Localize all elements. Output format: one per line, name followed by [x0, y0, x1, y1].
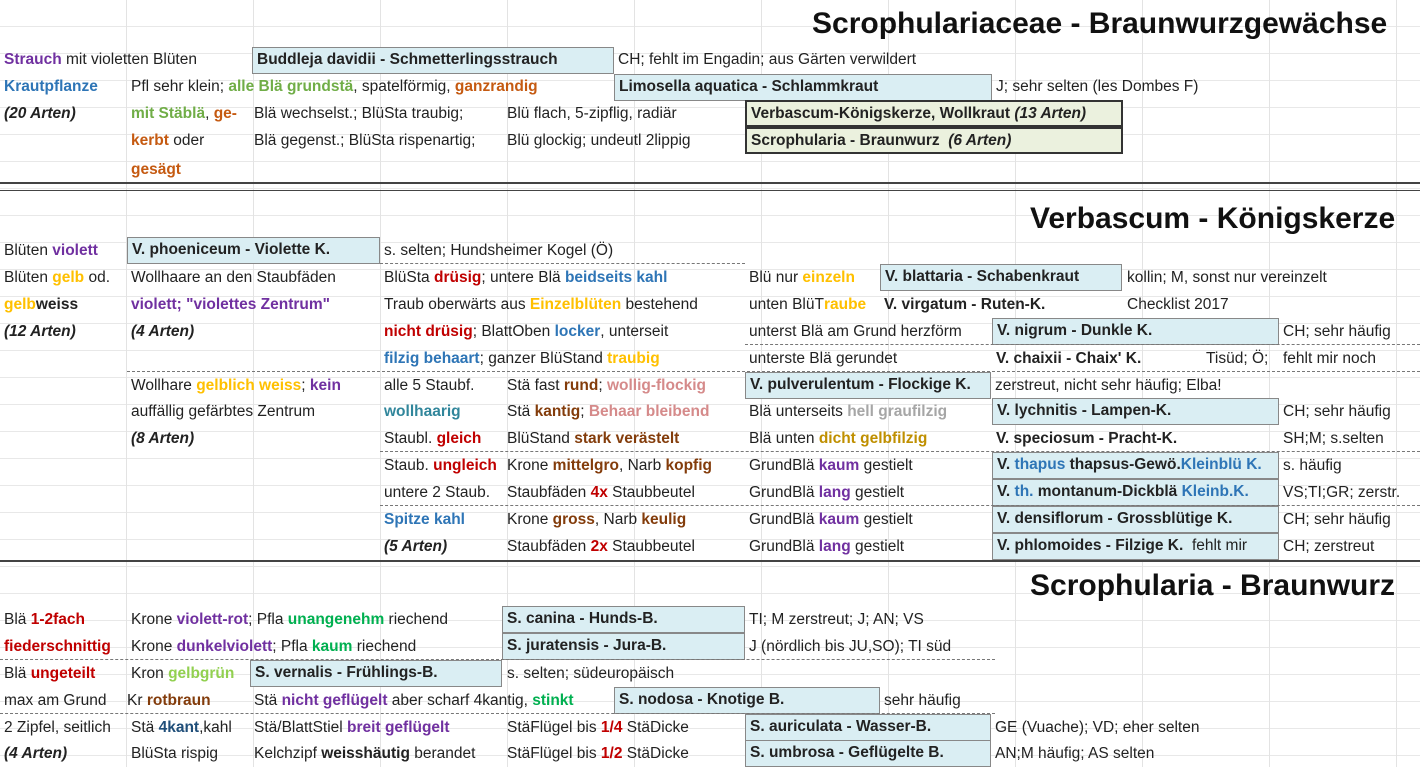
s-r2-a: fiederschnittig [4, 638, 111, 655]
separator-1 [0, 182, 1420, 184]
v-r4-c: nicht drüsig; BlattOben locker, unterseit [384, 323, 669, 340]
v-r10-note: VS;TI;GR; zerstr. [1283, 484, 1401, 501]
s-r1-note: TI; M zerstreut; J; AN; VS [749, 611, 924, 628]
v-r1-note: s. selten; Hundsheimer Kogel (Ö) [384, 242, 614, 259]
scrophularia-heading: Scrophularia - Braunwurz [1030, 569, 1396, 602]
v-r12-a: (5 Arten) [384, 538, 448, 555]
v-r10-a: untere 2 Staub. [384, 484, 490, 501]
nigrum-box: V. nigrum - Dunkle K. [992, 318, 1279, 345]
v-r4-note: CH; sehr häufig [1283, 323, 1391, 340]
f-r5-a: gesägt [131, 161, 181, 178]
v-r6-e: alle 5 Staubf. [384, 377, 475, 394]
separator-2 [0, 190, 1420, 191]
s-r6-c: Kelchzipf weisshäutig berandet [254, 745, 476, 762]
s-r6-g: StäFlügel bis 1/2 StäDicke [507, 745, 689, 762]
v-r3-d: Traub oberwärts aus Einzelblüten bestehend [384, 296, 698, 313]
blattaria-box: V. blattaria - Schabenkraut [880, 264, 1122, 291]
montanum-box: V. th. montanum-Dickblä Kleinb.K. [992, 479, 1279, 506]
juratensis-box: S. juratensis - Jura-B. [502, 633, 745, 660]
f-r3-e: Blä wechselst.; BlüSta traubig; [254, 105, 464, 122]
v-r2-d: Wollhaare an den Staubfäden [131, 269, 336, 286]
phoeniceum-box: V. phoeniceum - Violette K. [127, 237, 380, 264]
v-r6-note: zerstreut, nicht sehr häufig; Elba! [995, 377, 1222, 394]
v-r2-e: BlüSta drüsig; untere Blä beidseits kahl [384, 269, 668, 286]
f-r3-f: Blü flach, 5-zipflig, radiär [507, 105, 677, 122]
v-r8-a: (8 Arten) [131, 430, 195, 447]
s-r6-a: (4 Arten) [4, 745, 68, 762]
v-r11-a: Spitze kahl [384, 511, 465, 528]
v-r12-b: Staubfäden 2x Staubbeutel [507, 538, 695, 555]
v-r6-f: Stä fast rund; wollig-flockig [507, 377, 706, 394]
scrophularia-group-box: Scrophularia - Braunwurz (6 Arten) [745, 127, 1123, 154]
s-r1-a: Blä 1-2fach [4, 611, 85, 628]
v-r9-note: s. häufig [1283, 457, 1342, 474]
v-r10-b: Staubfäden 4x Staubbeutel [507, 484, 695, 501]
separator-3 [0, 560, 1420, 562]
v-r6-a: Wollhare gelblich weiss; kein [131, 377, 341, 394]
buddleja-box: Buddleja davidii - Schmetterlingsstrauch [252, 47, 614, 74]
f-r3-b: mit Stäblä, ge- [131, 105, 237, 122]
canina-box: S. canina - Hunds-B. [502, 606, 745, 633]
s-r4-b: Kr rotbraun [127, 692, 211, 709]
v-r3-a: gelbweiss [4, 296, 79, 313]
s-r4-d: Stä nicht geflügelt aber scharf 4kantig, stinkt [254, 692, 574, 709]
v-r5-note: fehlt mir noch [1283, 350, 1377, 367]
v-r4-a: (12 Arten) [4, 323, 76, 340]
f-r1-label: Strauch mit violetten Blüten [4, 51, 197, 68]
s-r3-note: s. selten; südeuropäisch [507, 665, 675, 682]
virgatum-label: V. virgatum - Ruten-K. [884, 296, 1046, 313]
v-r9-g: GrundBlä kaum gestielt [749, 457, 913, 474]
s-r4-a: max am Grund [4, 692, 107, 709]
v-r7-b: wollhaarig [384, 403, 461, 420]
v-r7-c: Stä kantig; Behaar bleibend [507, 403, 710, 420]
phlomoides-box: V. phlomoides - Filzige K. fehlt mir [992, 533, 1279, 560]
v-r7-note: CH; sehr häufig [1283, 403, 1391, 420]
v-r12-note: CH; zerstreut [1283, 538, 1375, 555]
v-r2-i: Blü nur einzeln [749, 269, 855, 286]
v-r12-e: GrundBlä lang gestielt [749, 538, 905, 555]
s-r5-g: StäFlügel bis 1/4 StäDicke [507, 719, 689, 736]
v-r3-note: Checklist 2017 [1127, 296, 1229, 313]
s-r6-b: BlüSta rispig [131, 745, 219, 762]
f-r4-f: Blü glockig; undeutl 2lippig [507, 132, 691, 149]
f-r4-e: Blä gegenst.; BlüSta rispenartig; [254, 132, 476, 149]
s-r5-note: GE (Vuache); VD; eher selten [995, 719, 1200, 736]
nodosa-box: S. nodosa - Knotige B. [614, 687, 880, 714]
limosella-box: Limosella aquatica - Schlammkraut [614, 74, 992, 101]
v-r9-a: Staub. ungleich [384, 457, 497, 474]
umbrosa-box: S. umbrosa - Geflügelte B. [745, 740, 991, 767]
f-r4-a: kerbt oder [131, 132, 205, 149]
f-r2-note: J; sehr selten (les Dombes F) [996, 78, 1199, 95]
chaixii-region: Tisüd; Ö; [1206, 350, 1269, 367]
v-r9-c: Krone mittelgro, Narb kopfig [507, 457, 712, 474]
thapsus-box: V. thapus thapsus-Gewö.Kleinblü K. [992, 452, 1279, 479]
v-r8-note: SH;M; s.selten [1283, 430, 1384, 447]
v-r8-d: BlüStand stark verästelt [507, 430, 680, 447]
s-r2-note: J (nördlich bis JU,SO); TI süd [749, 638, 952, 655]
v-r8-f: Blä unten dicht gelbfilzig [749, 430, 928, 447]
chaixii-label: V. chaixii - Chaix' K. [996, 350, 1142, 367]
dashed [380, 263, 745, 264]
auriculata-box: S. auriculata - Wasser-B. [745, 714, 991, 741]
v-r2-a: Blüten gelb od. [4, 269, 110, 286]
family-heading: Scrophulariaceae - Braunwurzgewächse [812, 7, 1388, 40]
pulverulentum-box: V. pulverulentum - Flockige K. [745, 372, 991, 399]
v-r1-a: Blüten violett [4, 242, 98, 259]
dashed [745, 344, 1420, 345]
s-r5-a: 2 Zipfel, seitlich [4, 719, 111, 736]
vernalis-box: S. vernalis - Frühlings-B. [250, 660, 502, 687]
v-r10-e: GrundBlä lang gestielt [749, 484, 905, 501]
v-r11-f: GrundBlä kaum gestielt [749, 511, 913, 528]
v-r11-note: CH; sehr häufig [1283, 511, 1391, 528]
v-r5-d: unterste Blä gerundet [749, 350, 898, 367]
densiflorum-box: V. densiflorum - Grossblütige K. [992, 506, 1279, 533]
s-r5-b: Stä 4kant,kahl [131, 719, 232, 736]
v-r5-a: filzig behaart; ganzer BlüStand traubig [384, 350, 660, 367]
v-r7-a: auffällig gefärbtes Zentrum [131, 403, 316, 420]
s-r2-b: Krone dunkelviolett; Pfla kaum riechend [131, 638, 417, 655]
f-r2-b: Pfl sehr klein; alle Blä grundstä, spatelförmig, ganzrandig [131, 78, 538, 95]
verbascum-heading: Verbascum - Königskerze [1030, 202, 1396, 235]
v-r8-b: Staubl. gleich [384, 430, 482, 447]
speciosum-label: V. speciosum - Pracht-K. [996, 430, 1178, 447]
s-r5-e: Stä/BlattStiel breit geflügelt [254, 719, 450, 736]
s-r6-note: AN;M häufig; AS selten [995, 745, 1155, 762]
f-r1-note: CH; fehlt im Engadin; aus Gärten verwildert [618, 51, 917, 68]
s-r4-note: sehr häufig [884, 692, 961, 709]
v-r3-c: violett; "violettes Zentrum" [131, 296, 331, 313]
v-r3-g: unten BlüTraube [749, 296, 867, 313]
v-r4-g: unterst Blä am Grund herzförm [749, 323, 962, 340]
v-r2-note: kollin; M, sonst nur vereinzelt [1127, 269, 1327, 286]
s-r3-a: Blä ungeteilt [4, 665, 96, 682]
v-r11-b: Krone gross, Narb keulig [507, 511, 687, 528]
f-r3-a: (20 Arten) [4, 105, 76, 122]
s-r3-c: Kron gelbgrün [131, 665, 235, 682]
v-r7-g: Blä unterseits hell graufilzig [749, 403, 948, 420]
verbascum-group-box: Verbascum-Königskerze, Wollkraut (13 Arten) [745, 100, 1123, 127]
f-r2-a: Krautpflanze [4, 78, 98, 95]
s-r1-c: Krone violett-rot; Pfla unangenehm riechend [131, 611, 448, 628]
lychnitis-box: V. lychnitis - Lampen-K. [992, 398, 1279, 425]
v-r4-b: (4 Arten) [131, 323, 195, 340]
